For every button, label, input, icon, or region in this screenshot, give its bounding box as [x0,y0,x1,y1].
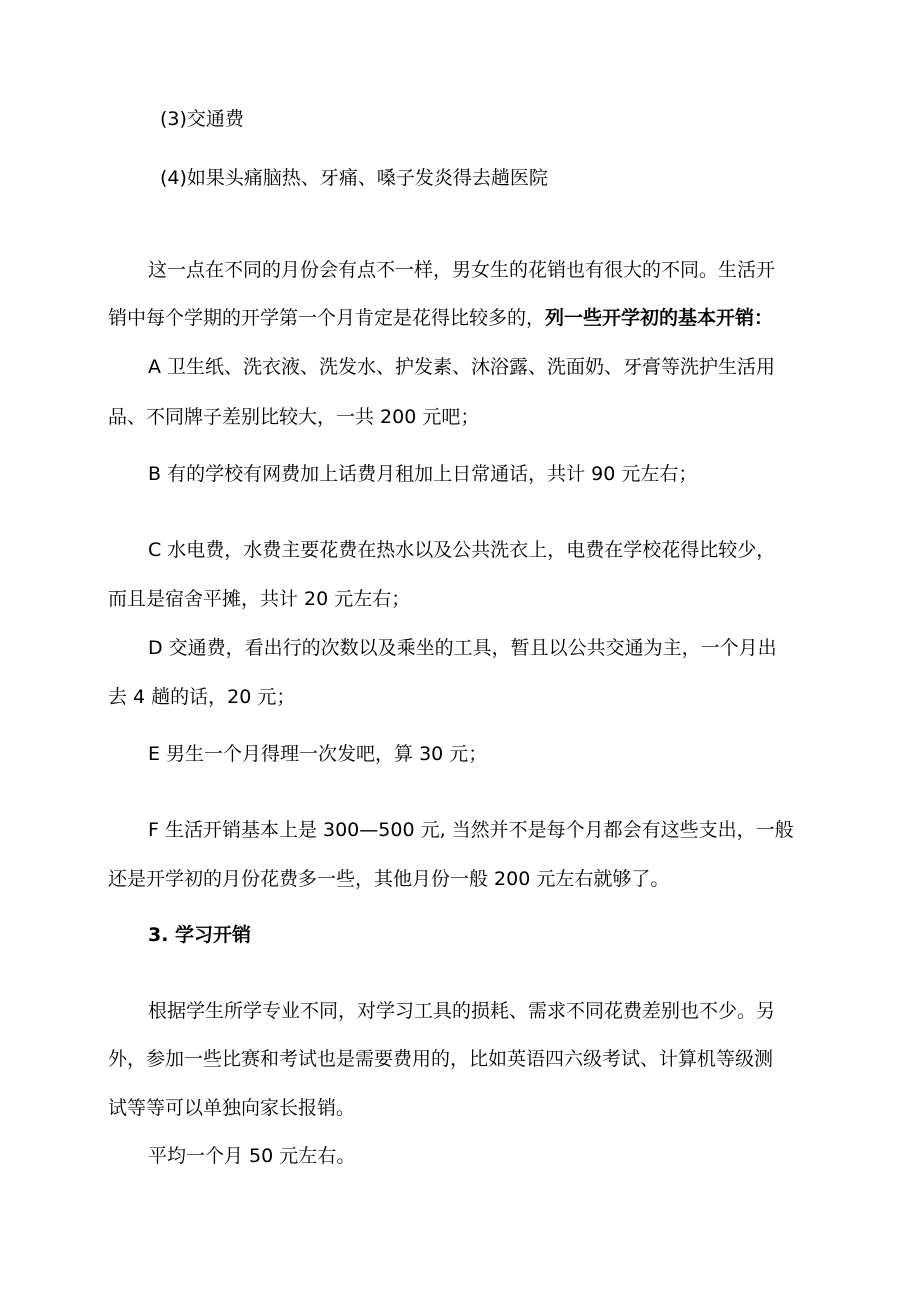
intro-emphasis: 列一些开学初的基本开销： [545,307,774,329]
list-item-number: (4) [160,167,187,189]
list-item-hospital [160,165,548,191]
expense-d-line-2: 去 4 趟的话，20 元； [108,686,296,708]
list-item-text: 如果头痛脑热、牙痛、嗓子发炎得去趟医院 [186,167,548,189]
expense-d-line-1: D 交通费，看出行的次数以及乘坐的工具，暂且以公共交通为主，一个月出 [148,637,777,659]
study-paragraph-line-3: 试等等可以单独向家长报销。 [108,1097,356,1119]
expense-a-line-1: A 卫生纸、洗衣液、洗发水、护发素、沐浴露、洗面奶、牙膏等洗护生活用 [148,356,776,378]
expense-c-line-2: 而且是宿舍平摊，共计 20 元左右； [108,588,411,610]
intro-line-2 [108,305,773,331]
section-heading-study-costs: 3. 学习开销 [148,924,252,946]
expense-f-line-2: 还是开学初的月份花费多一些，其他月份一般 200 元左右就够了。 [108,868,670,890]
list-item-number: (3) [160,108,187,130]
intro-line-1: 这一点在不同的月份会有点不一样，男女生的花销也有很大的不同。生活开 [148,259,776,281]
list-item-transport [160,106,244,132]
expense-a-line-2: 品、不同牌子差别比较大，一共 200 元吧； [108,406,480,428]
expense-e: E 男生一个月得理一次发吧，算 30 元； [148,743,488,765]
study-paragraph-line-2: 外，参加一些比赛和考试也是需要费用的，比如英语四六级考试、计算机等级测 [108,1048,774,1070]
study-paragraph-line-1: 根据学生所学专业不同，对学习工具的损耗、需求不同花费差别也不少。另 [148,1000,776,1022]
expense-b: B 有的学校有网费加上话费月租加上日常通话，共计 90 元左右； [148,463,698,485]
list-item-text: 交通费 [186,108,244,130]
intro-line-2-text: 销中每个学期的开学第一个月肯定是花得比较多的， [108,307,546,329]
expense-f-line-1: F 生活开销基本上是 300—500 元, 当然并不是每个月都会有这些支出，一般 [148,819,794,841]
expense-c-line-1: C 水电费，水费主要花费在热水以及公共洗衣上，电费在学校花得比较少， [148,539,776,561]
study-average-cost: 平均一个月 50 元左右。 [148,1145,356,1167]
